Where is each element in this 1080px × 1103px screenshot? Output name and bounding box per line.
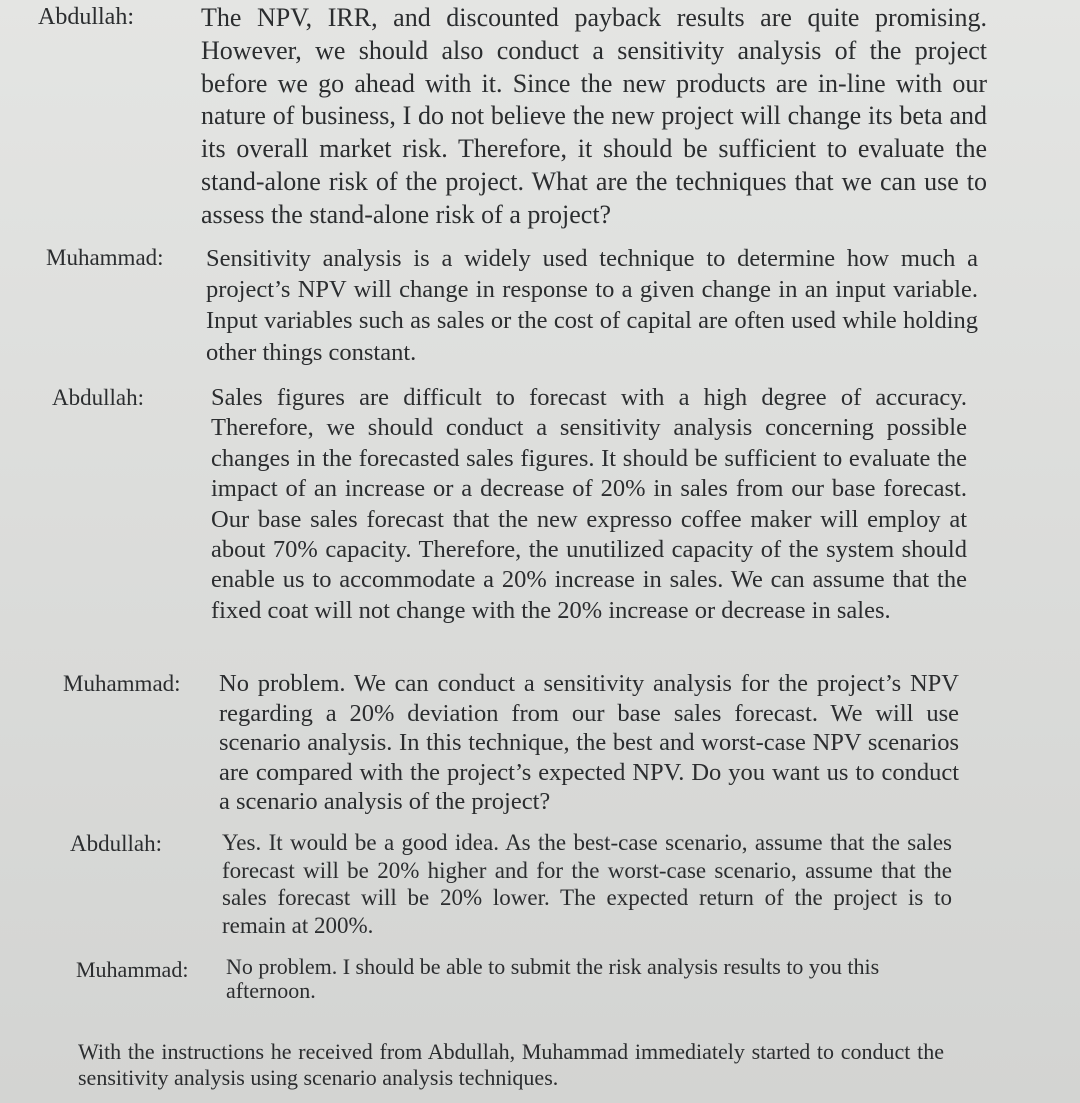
closing-paragraph: With the instructions he received from Abdullah, Muhammad immediately started to conduct the sensitivity analysis using scenario analysis techniques. <box>78 1039 944 1090</box>
speaker-muhammad: Muhammad: <box>63 671 181 696</box>
speaker-muhammad: Muhammad: <box>76 957 189 982</box>
speech-text: Sensitivity analysis is a widely used technique to determine how much a project’s NPV will change in response to a given change in an input variable. Input variables such as sales or the cost of capital are often used while holding other things constant. <box>206 245 978 366</box>
speaker-abdullah: Abdullah: <box>52 385 144 410</box>
speech-text: Sales figures are difficult to forecast with a high degree of accuracy. Therefore, we should conduct a sensitivity analysis concerning possible changes in the forecasted sales figures. It should be sufficient to evaluate the impact of an increase or a decrease of 20% in sales from our base forecast. Our base sales forecast that the new expresso coffee maker will employ at about 70% capacity. Therefore, the unutilized capacity of the system should enable us to accommodate a 20% increase in sales. We can assume that the fixed coat will not change with the 20% increase or decrease in sales. <box>211 384 967 624</box>
speaker-abdullah: Abdullah: <box>38 4 134 30</box>
speech-text: No problem. We can conduct a sensitivity analysis for the project’s NPV regarding a 20% deviation from our base sales forecast. We will use scenario analysis. In this technique, the best and worst-case NPV scenarios are compared with the project’s expected NPV. Do you want us to conduct a scenario analysis of the project? <box>219 670 959 816</box>
speech-text: No problem. I should be able to submit the risk analysis results to you this afternoon. <box>226 954 880 1003</box>
speaker-abdullah: Abdullah: <box>70 831 162 856</box>
speaker-muhammad: Muhammad: <box>46 245 164 270</box>
speech-text: Yes. It would be a good idea. As the best-case scenario, assume that the sales forecast will be 20% higher and for the worst-case scenario, assume that the sales forecast will be 20% lower. The expected return of the project is to remain at 200%. <box>222 830 952 938</box>
speech-text: The NPV, IRR, and discounted payback results are quite promising. However, we should also conduct a sensitivity analysis of the project before we go ahead with it. Since the new products are in-line with our nature of business, I do not believe the new project will change its beta and its overall market risk. Therefore, it should be sufficient to evaluate the stand-alone risk of the project. What are the techniques that we can use to assess the stand-alone risk of a project? <box>201 3 987 229</box>
